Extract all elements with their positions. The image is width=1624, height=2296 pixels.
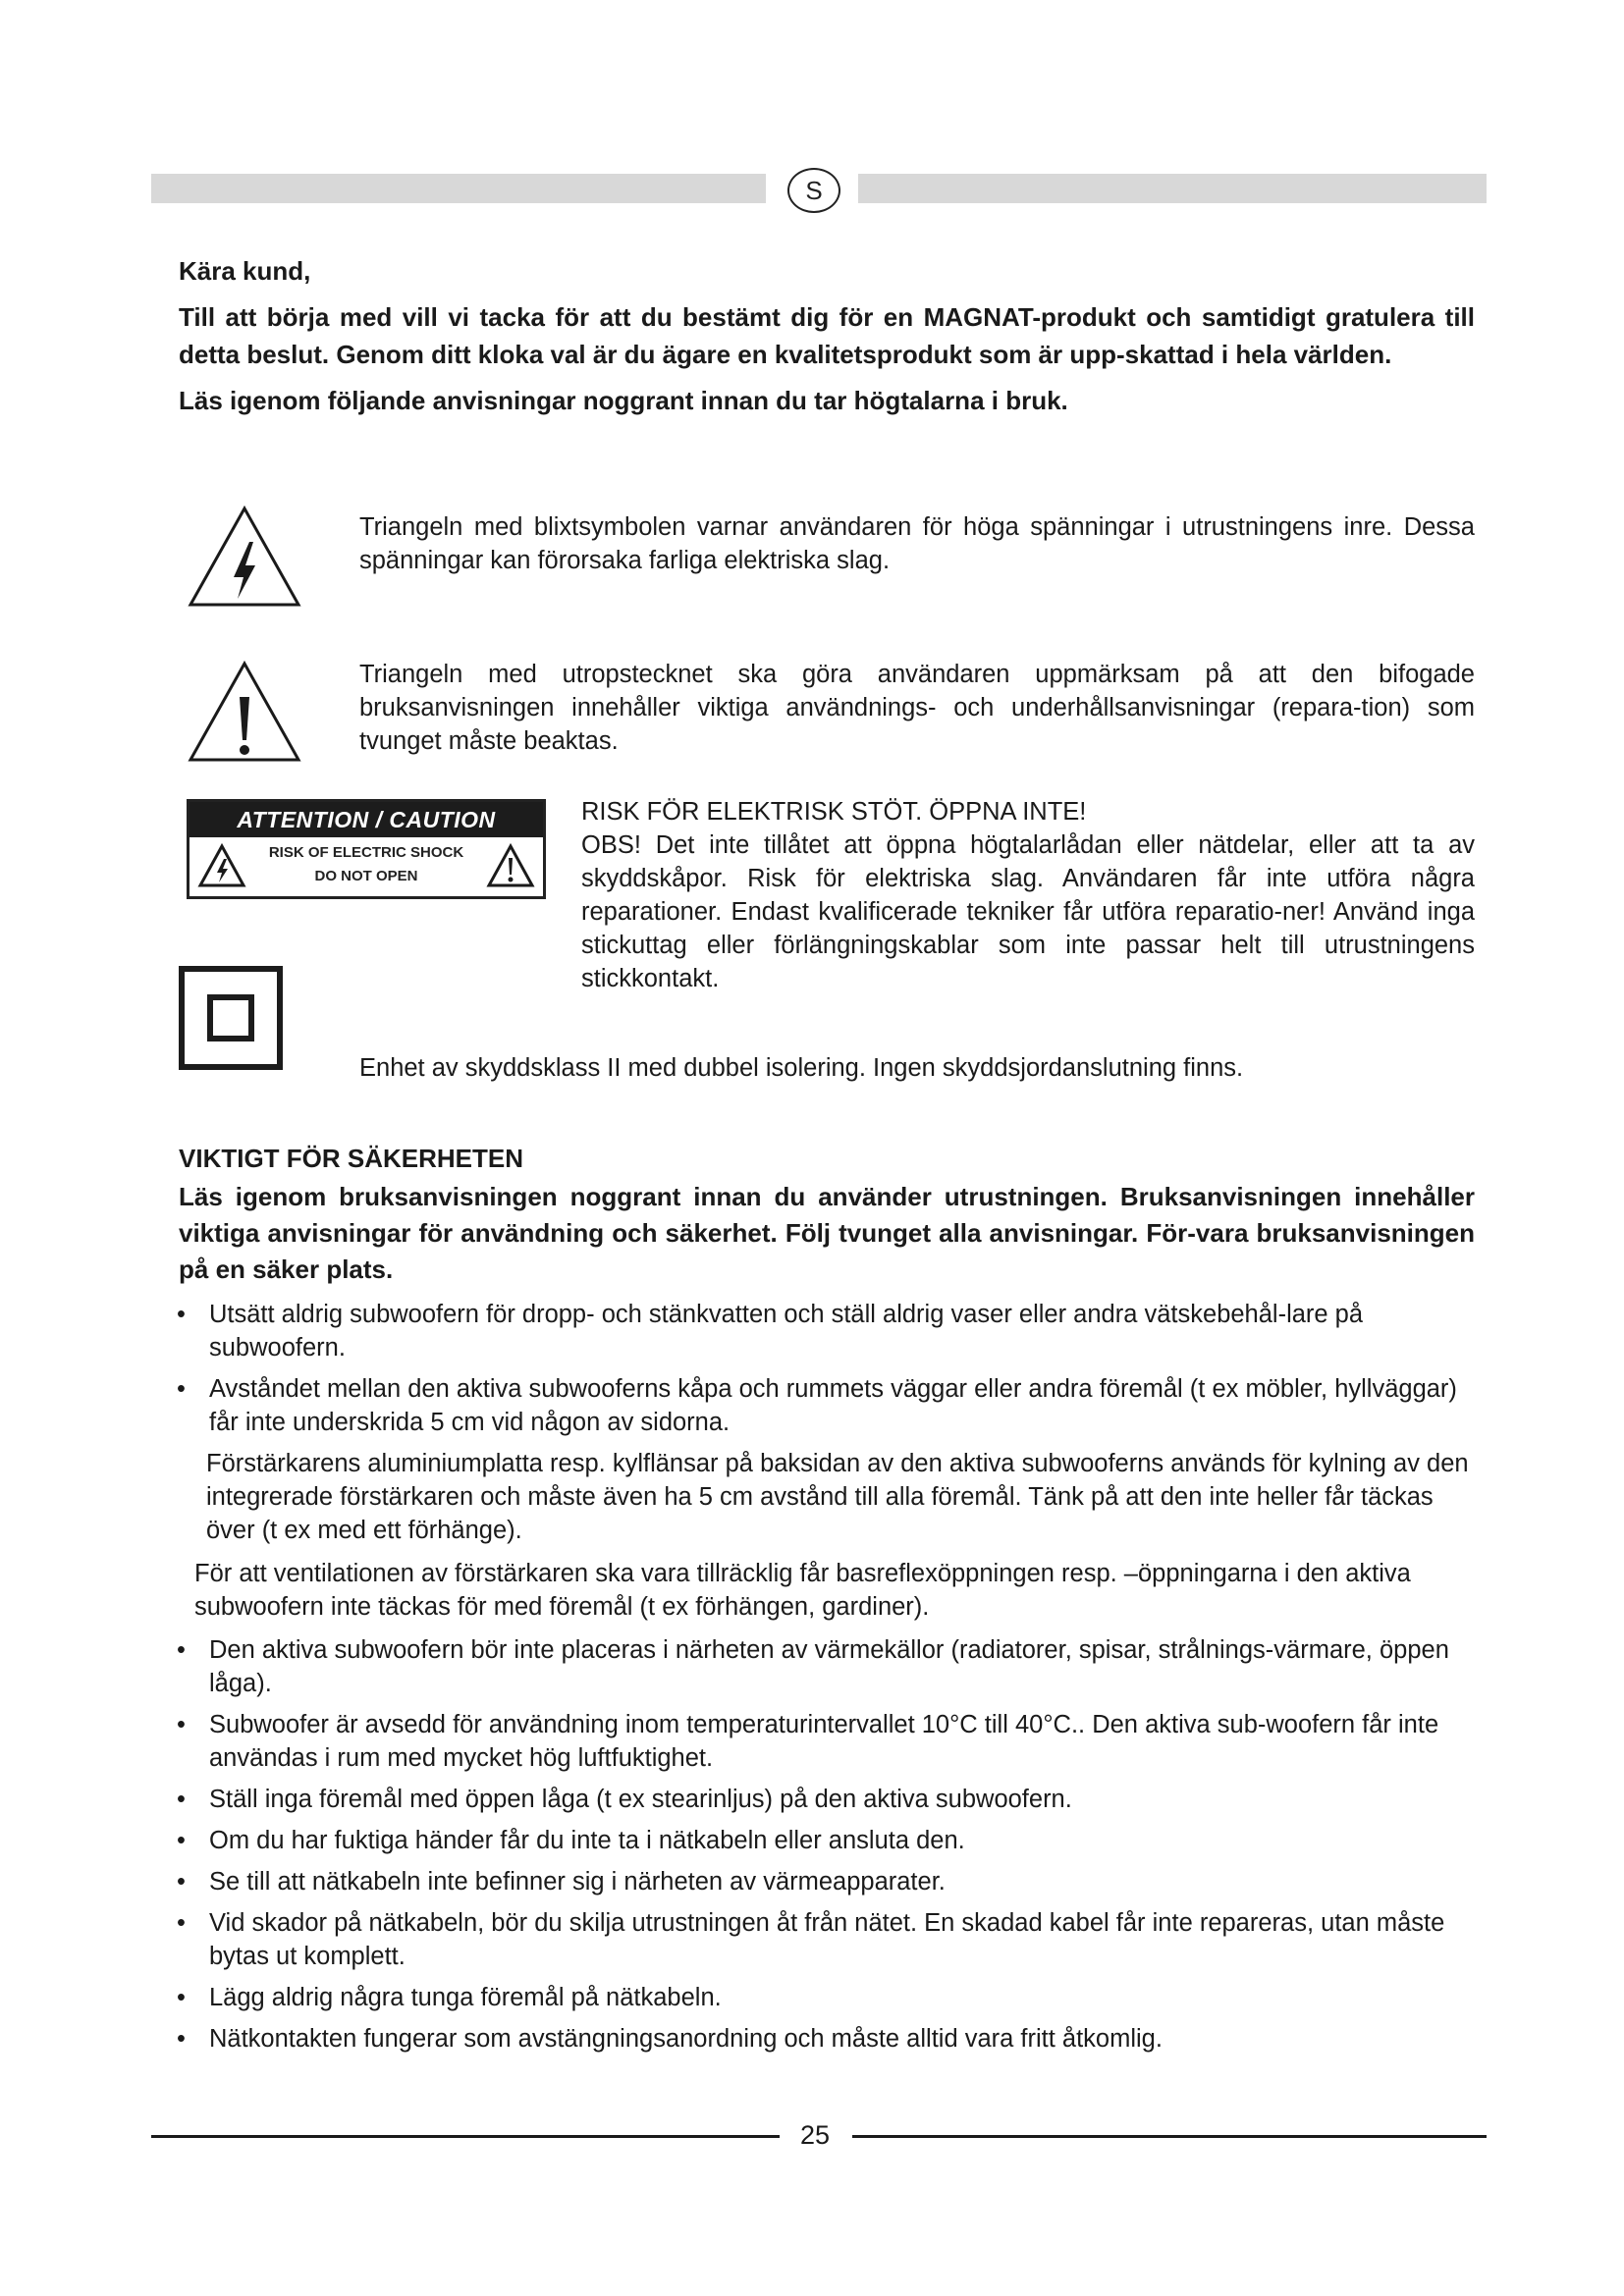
footer-line-left [151,2135,780,2138]
exclamation-warning-text: Triangeln med utropstecknet ska göra användaren uppmärksam på att den bifogade bruksanvisningen innehåller viktiga användnings- och underhållsanvisningar (repara-tion) som tvunget måste beaktas. [359,661,1475,755]
lightning-warning-text: Triangeln med blixtsymbolen varnar användaren för höga spänningar i utrustningens inre. Dessa spänningar kan förorsaka farliga elektriska slag. [359,513,1475,574]
caution-label-lines [250,841,482,888]
intro-read-instructions: Läs igenom följande anvisningar noggrant innan du tar högtalarna i bruk. [179,386,1068,415]
class2-text: Enhet av skyddsklass II med dubbel isolering. Ingen skyddsjordanslutning finns. [359,1054,1244,1082]
caution-label [187,799,546,899]
list-item: • Utsätt aldrig subwoofern för dropp- och stänkvatten och ställ aldrig vaser eller andra vätskebehål-lare på subwoofern. [173,1298,1475,1364]
class2-icon [179,966,283,1070]
safety-intro: Läs igenom bruksanvisningen noggrant innan du använder utrustningen. Bruksanvisningen innehåller viktiga anvisningar för användning och säkerhet. Följ tvunget alla anvisningar. För-vara bruksanvisningen på en säker plats. [179,1182,1475,1284]
caution-exclamation-icon [486,843,535,888]
caution-label-title: ATTENTION / CAUTION [189,802,543,837]
risk-section [581,795,1475,995]
risk-text: OBS! Det inte tillåtet att öppna högtalarlådan eller nätdelar, eller att ta av skyddskåpor. Risk för elektriska slag. Användaren får inte utföra några reparationer. Endast kvalificerade tekniker får utföra reparatio-ner! Använd inga stickuttag eller förlängningskablar som inte passar helt till utrustningens stickkontakt. [581,831,1475,992]
header-bar-right [837,174,1487,203]
exclamation-warning-icon [185,658,304,766]
greeting: Kära kund, [179,256,311,286]
safety-heading: VIKTIGT FÖR SÄKERHETEN [179,1144,524,1173]
cooling-paragraph: Förstärkarens aluminiumplatta resp. kylflänsar på baksidan av den aktiva subwooferns används för kylning av den integrerade förstärkaren och måste även ha 5 cm avstånd till alla föremål. Tänk på att den inte heller får täckas över (t ex med ett förhänge). [206,1450,1469,1544]
page-number: 25 [799,2120,831,2150]
list-item: • Den aktiva subwoofern bör inte placeras i närheten av värmekällor (radiatorer, spisar, strålnings-värmare, öppen låga). [173,1633,1475,1700]
list-item: • Avståndet mellan den aktiva subwooferns kåpa och rummets väggar eller andra föremål (t ex möbler, hyllväggar) får inte underskrida 5 cm vid någon av sidorna. [173,1372,1475,1439]
caution-lightning-icon [197,843,246,888]
list-item: • Lägg aldrig några tunga föremål på nätkabeln. [173,1981,1475,2014]
footer-line-right [852,2135,1487,2138]
list-item: • Vid skador på nätkabeln, bör du skilja utrustningen åt från nätet. En skadad kabel får inte repareras, utan måste bytas ut komplett. [173,1906,1475,1973]
ventilation-paragraph: För att ventilationen av förstärkaren ska vara tillräcklig får basreflexöppningen resp. –öppningarna i den aktiva subwoofern inte täckas för med föremål (t ex förhängen, gardiner). [194,1560,1411,1621]
lightning-warning-icon [185,503,304,611]
list-item: • Se till att nätkabeln inte befinner sig i närheten av värmeapparater. [173,1865,1475,1898]
list-item: • Nätkontakten fungerar som avstängningsanordning och måste alltid vara fritt åtkomlig. [173,2022,1475,2056]
list-item: • Ställ inga föremål med öppen låga (t ex stearinljus) på den aktiva subwoofern. [173,1783,1475,1816]
language-badge: S [787,168,840,213]
safety-list [173,1298,1475,2063]
caution-line-2: DO NOT OPEN [314,868,418,884]
caution-line-1: RISK OF ELECTRIC SHOCK [268,844,464,861]
risk-heading: RISK FÖR ELEKTRISK STÖT. ÖPPNA INTE! [581,798,1087,826]
intro-thanks: Till att börja med vill vi tacka för att du bestämt dig för en MAGNAT-produkt och samtidigt gratulera till detta beslut. Genom ditt kloka val är du ägare en kvalitetsprodukt som är upp-skattad i hela världen. [179,302,1475,369]
intro-section [179,252,1475,428]
list-item: • Subwoofer är avsedd för användning inom temperaturintervallet 10°C till 40°C.. Den aktiva sub-woofern får inte användas i rum med mycket hög luftfuktighet. [173,1708,1475,1775]
header-bar-left [151,174,789,203]
list-item: • Om du har fuktiga händer får du inte ta i nätkabeln eller ansluta den. [173,1824,1475,1857]
